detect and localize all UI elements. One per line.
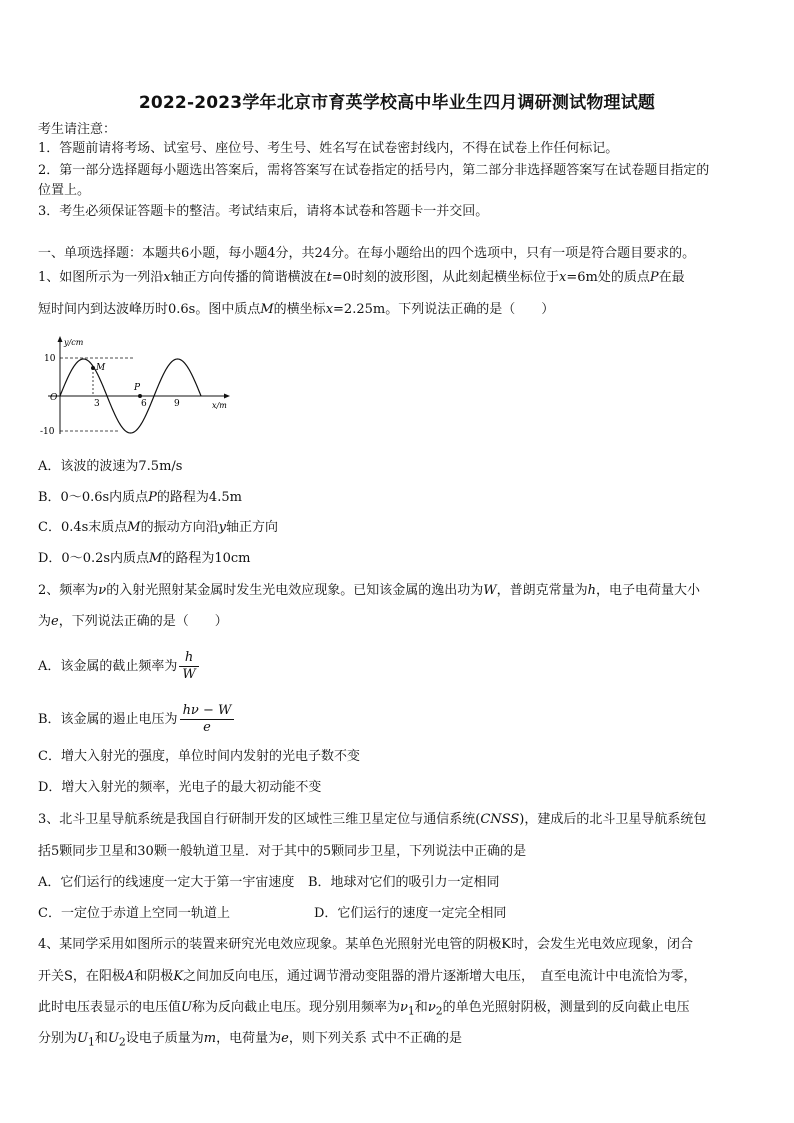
y-axis-label: y/cm [64,338,84,347]
q1-wave-graph [38,334,238,444]
q3-option-c[interactable]: C．一定位于赤道上空同一轨道上 [38,906,230,921]
q4-stem-line1: 4、某同学采用如图所示的装置来研究光电效应现象。某单色光照射光电管的阴极K时，会发生光电效应现象，闭合 [38,937,693,952]
y-tick-10: 10 [44,354,56,364]
q2-option-d[interactable]: D．增大入射光的频率，光电子的最大初动能不变 [38,780,322,795]
x-axis-label: x/m [212,401,227,410]
label-M: M [96,363,106,373]
q4-stem-line3: 此时电压表显示的电压值U称为反向截止电压。现分别用频率为$\nu_1$和$\nu_2$的单色光照射阴极，测量到的反向截止电压 [38,1000,690,1018]
q2-stem-line2: 为e，下列说法正确的是（ ） [38,614,228,629]
origin-label: O [50,393,58,403]
q3-option-b[interactable]: B．地球对它们的吸引力一定相同 [308,875,500,890]
q3-stem-line1: 3、北斗卫星导航系统是我国自行研制开发的区域性三维卫星定位与通信系统(CNSS)，建成后的北斗卫星导航系统包 [38,812,707,827]
q1-stem-line1: 1、如图所示为一列沿x轴正方向传播的简谐横波在t=0时刻的波形图，从此刻起横坐标位于x=6m处的质点P在最 [38,270,685,285]
q2-a-fraction: $\frac{h}{W}$ [179,650,198,683]
notice-item-1: 1．答题前请将考场、试室号、座位号、考生号、姓名写在试卷密封线内，不得在试卷上作任何标记。 [38,141,619,156]
x-tick-3: 3 [94,399,100,409]
q1-option-d[interactable]: D．0～0.2s内质点M的路程为10cm [38,551,251,566]
section-heading: 一、单项选择题：本题共6小题，每小题4分，共24分。在每小题给出的四个选项中，只有一项是符合题目要求的。 [38,246,696,261]
notice-item-3: 3．考生必须保证答题卡的整洁。考试结束后，请将本试卷和答题卡一并交回。 [38,204,489,219]
q2-b-fraction: $\frac{h\nu - W}{e}$ [180,703,235,736]
notice-item-2-cont: 位置上。 [38,183,91,198]
q2-stem-line1: 2、频率为ν的入射光照射某金属时发生光电效应现象。已知该金属的逸出功为W，普朗克常量为h，电子电荷量大小 [38,583,700,598]
notice-heading: 考生请注意： [38,122,117,137]
q2-option-c[interactable]: C．增大入射光的强度，单位时间内发射的光电子数不变 [38,749,360,764]
q2-option-b[interactable]: B．该金属的遏止电压为 $\frac{h\nu - W}{e}$ [38,703,234,736]
q1-option-a[interactable]: A．该波的波速为7.5m/s [38,459,183,474]
q1-option-c[interactable]: C．0.4s末质点M的振动方向沿y轴正方向 [38,520,278,535]
point-M [91,366,95,370]
page-title: 2022-2023学年北京市育英学校高中毕业生四月调研测试物理试题 [138,93,656,113]
q4-stem-line4: 分别为$U_1$和$U_2$设电子质量为m，电荷量为e，则下列关系 式中不正确的是 [38,1031,462,1049]
q3-option-d[interactable]: D．它们运行的速度一定完全相同 [314,906,507,921]
x-tick-9: 9 [174,399,180,409]
notice-item-2: 2．第一部分选择题每小题选出答案后，需将答案写在试卷指定的括号内，第二部分非选择题答案写在试卷题目指定的 [38,163,710,178]
point-P [138,394,142,398]
q3-option-a[interactable]: A．它们运行的线速度一定大于第一宇宙速度 [38,875,295,890]
y-tick-neg10: -10 [40,427,55,437]
x-axis-arrow [224,394,230,399]
q3-stem-line2: 括5颗同步卫星和30颗一般轨道卫星．对于其中的5颗同步卫星，下列说法中正确的是 [38,844,527,859]
x-tick-6: 6 [141,399,147,409]
q2-option-a[interactable]: A．该金属的截止频率为 $\frac{h}{W}$ [38,650,199,683]
q1-option-b[interactable]: B．0～0.6s内质点P的路程为4.5m [38,490,242,505]
q1-stem-line2: 短时间内到达波峰历时0.6s。图中质点M的横坐标x=2.25m。下列说法正确的是（ ） [38,302,555,317]
q4-stem-line2: 开关S，在阳极A和阴极K之间加反向电压，通过调节滑动变阻器的滑片逐渐增大电压， 直至电流计中电流恰为零， [38,969,697,984]
label-P: P [134,383,141,393]
y-axis-arrow [58,336,63,342]
